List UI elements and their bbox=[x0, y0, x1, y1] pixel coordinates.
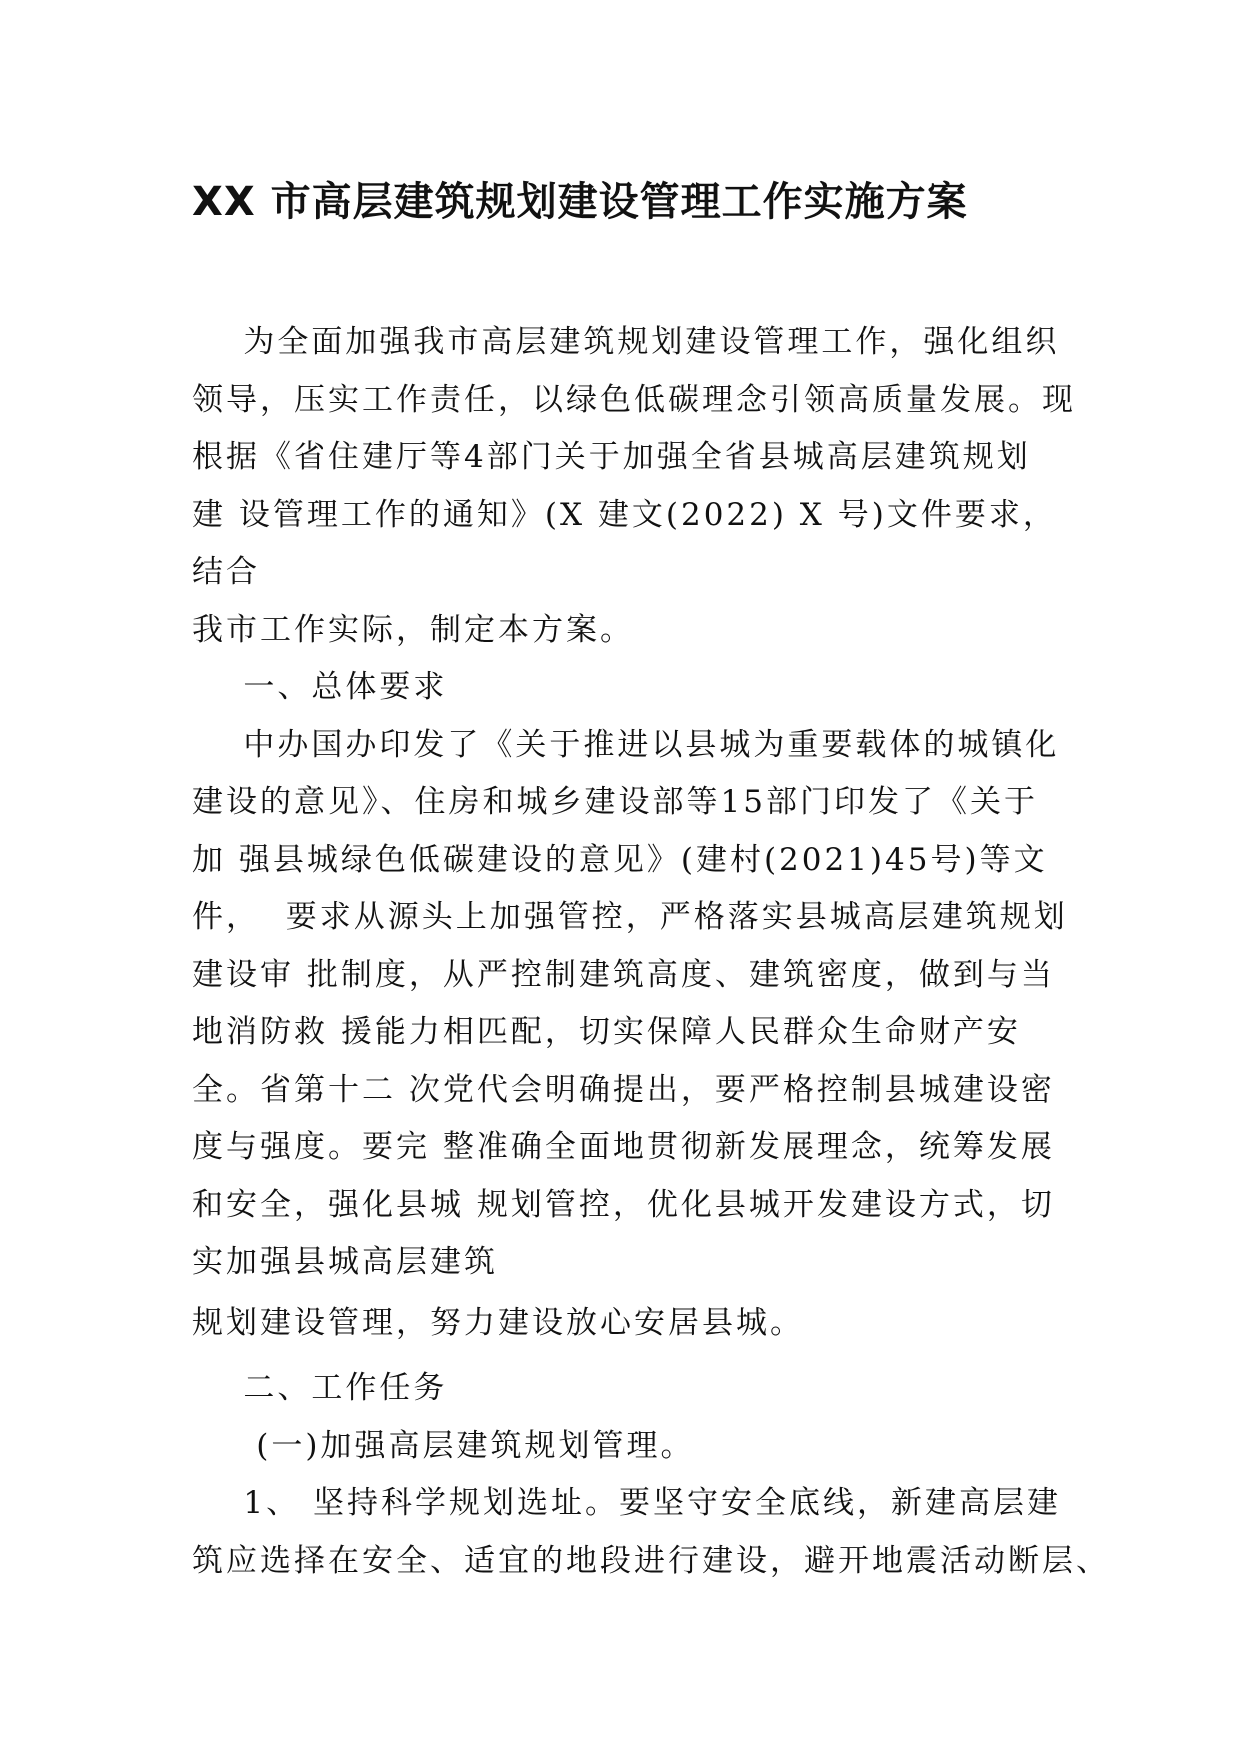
document-title: XX 市高层建筑规划建设管理工作实施方案 bbox=[192, 179, 968, 225]
paragraph-line: 和安全，强化县城 规划管控，优化县城开发建设方式，切 bbox=[192, 1186, 1055, 1223]
paragraph-line: 地消防救 援能力相匹配，切实保障人民群众生命财产安 bbox=[192, 1014, 1021, 1050]
paragraph-line: 我市工作实际，制定本方案。 bbox=[192, 611, 634, 648]
paragraph-line: 度与强度。要完 整准确全面地贯彻新发展理念，统筹发展 bbox=[192, 1129, 1055, 1165]
paragraph-line: 1、 坚持科学规划选址。要坚守安全底线，新建高层建 bbox=[192, 1485, 1061, 1521]
paragraph-line: 筑应选择在安全、适宜的地段进行建设，避开地震活动断层、 bbox=[192, 1542, 1110, 1579]
section-heading: 二、工作任务 bbox=[192, 1370, 448, 1406]
paragraph-line: 结合 bbox=[192, 554, 260, 590]
section-heading: 一、总体要求 bbox=[192, 669, 448, 705]
paragraph-line: 根据《省住建厅等4部门关于加强全省县城高层建筑规划 bbox=[192, 439, 1031, 475]
paragraph-line: 建 设管理工作的通知》(X 建文(2022) X 号)文件要求， bbox=[192, 496, 1057, 533]
paragraph-line: 实加强县城高层建筑 bbox=[192, 1244, 498, 1280]
paragraph-line: 为全面加强我市高层建筑规划建设管理工作，强化组织 bbox=[192, 324, 1060, 360]
paragraph-line: 规划建设管理，努力建设放心安居县城。 bbox=[192, 1304, 804, 1341]
paragraph-line: 领导，压实工作责任，以绿色低碳理念引领高质量发展。现 bbox=[192, 381, 1076, 418]
paragraph-line: 加 强县城绿色低碳建设的意见》(建村(2021)45号)等文 bbox=[192, 841, 1048, 878]
subsection-heading: (一)加强高层建筑规划管理。 bbox=[192, 1427, 695, 1464]
paragraph-line: 中办国办印发了《关于推进以县城为重要载体的城镇化 bbox=[192, 726, 1060, 763]
paragraph-line: 件， 要求从源头上加强管控，严格落实县城高层建筑规划 bbox=[192, 899, 1068, 935]
paragraph-line: 建设的意见》、住房和城乡建设部等15部门印发了《关于 bbox=[192, 784, 1038, 820]
document-body bbox=[192, 314, 1110, 1590]
paragraph-line: 建设审 批制度，从严控制建筑高度、建筑密度，做到与当 bbox=[192, 956, 1055, 993]
paragraph-line: 全。省第十二 次党代会明确提出，要严格控制县城建设密 bbox=[192, 1071, 1055, 1108]
